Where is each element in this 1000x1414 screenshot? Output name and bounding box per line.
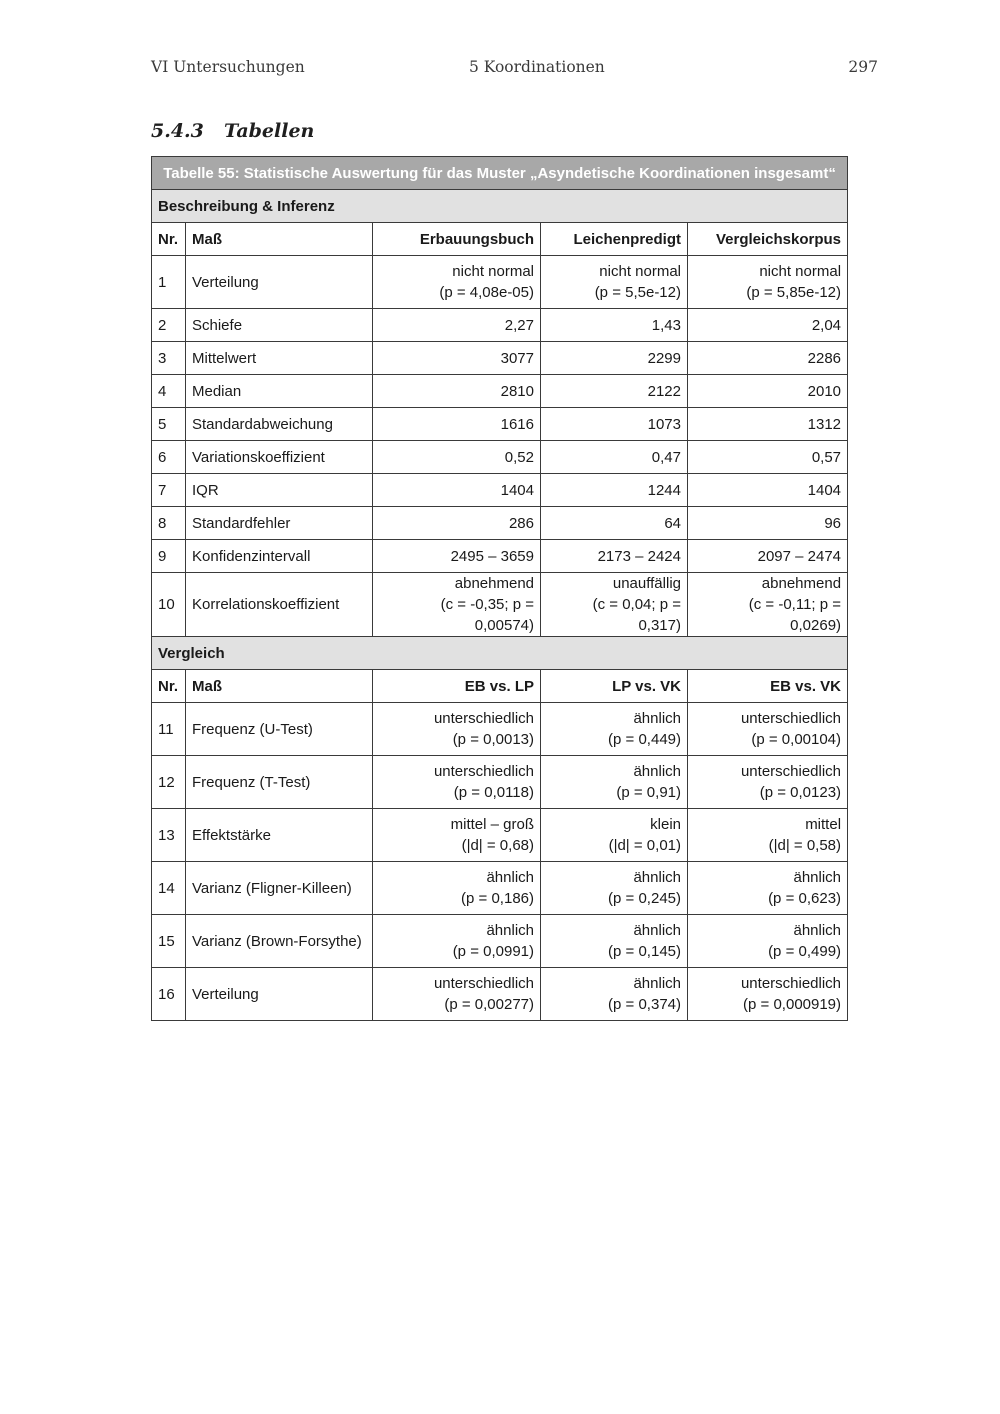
row-number: 14 [152, 862, 186, 915]
value-cell [373, 375, 541, 408]
group-title: Beschreibung & Inferenz [152, 190, 848, 223]
value-cell [541, 703, 688, 756]
table-caption: Tabelle 55: Statistische Auswertung für das Muster „Asyndetische Koordinationen insgesamt“ [152, 157, 848, 190]
value-main: 0,52 [504, 448, 534, 466]
value-cell [373, 408, 541, 441]
table-row [152, 703, 848, 756]
value-detail: (p = 0,499) [768, 943, 842, 960]
measure-name: Mittelwert [186, 342, 373, 375]
value-cell [541, 256, 688, 309]
row-number: 5 [152, 408, 186, 441]
value-main: 2,27 [504, 316, 534, 334]
column-header: Nr. [152, 223, 186, 256]
value-cell [688, 573, 848, 637]
group-title-row [152, 190, 848, 223]
measure-name: Varianz (Brown-Forsythe) [186, 915, 373, 968]
value-detail: (c = -0,35; p = 0,00574) [440, 596, 534, 634]
value-cell [688, 256, 848, 309]
value-detail: (p = 5,85e-12) [746, 284, 842, 301]
table-caption-row [152, 157, 848, 190]
value-cell [688, 342, 848, 375]
value-main: unterschiedlich [433, 763, 534, 780]
value-cell [541, 968, 688, 1021]
table-row [152, 256, 848, 309]
measure-name: Effektstärke [186, 809, 373, 862]
value-detail: (p = 0,91) [616, 784, 681, 801]
section-title: Tabellen [224, 120, 315, 142]
value-cell [373, 256, 541, 309]
column-header: Maß [186, 223, 373, 256]
value-detail: (p = 0,000919) [743, 996, 842, 1013]
row-number: 4 [152, 375, 186, 408]
column-header: Maß [186, 670, 373, 703]
value-detail: (p = 0,0123) [759, 784, 842, 801]
measure-name: Schiefe [186, 309, 373, 342]
measure-name: Standardabweichung [186, 408, 373, 441]
value-main: 2810 [500, 382, 534, 400]
table-row [152, 408, 848, 441]
value-cell [373, 968, 541, 1021]
value-main: unauffällig [612, 575, 681, 592]
value-cell [373, 573, 541, 637]
table-row [152, 968, 848, 1021]
table-row [152, 915, 848, 968]
value-cell [688, 540, 848, 573]
value-cell [373, 809, 541, 862]
value-main: 0,57 [811, 448, 842, 466]
value-detail: (|d| = 0,01) [608, 837, 681, 854]
table-row [152, 441, 848, 474]
value-main: ähnlich [633, 763, 681, 780]
value-cell [688, 968, 848, 1021]
value-cell [373, 915, 541, 968]
value-cell [373, 756, 541, 809]
value-cell [373, 540, 541, 573]
value-cell [373, 342, 541, 375]
value-main: 2097 – 2474 [757, 547, 842, 565]
value-main: 1,43 [651, 316, 681, 334]
table-row [152, 540, 848, 573]
value-main: abnehmend [454, 575, 534, 592]
row-number: 1 [152, 256, 186, 309]
measure-name: IQR [186, 474, 373, 507]
value-detail: (c = -0,11; p = 0,0269) [748, 596, 842, 634]
value-cell [688, 862, 848, 915]
value-cell [688, 474, 848, 507]
table-row [152, 375, 848, 408]
value-cell [373, 441, 541, 474]
column-header-row [152, 223, 848, 256]
value-cell [688, 809, 848, 862]
column-header: Leichenpredigt [541, 223, 688, 256]
value-main: unterschiedlich [740, 710, 842, 727]
value-cell [688, 703, 848, 756]
value-cell [541, 342, 688, 375]
table-row [152, 862, 848, 915]
value-cell [541, 375, 688, 408]
value-main: 2299 [647, 349, 681, 367]
value-detail: (p = 0,0991) [452, 943, 534, 960]
column-header: Vergleichskorpus [688, 223, 848, 256]
value-detail: (p = 0,245) [608, 890, 681, 907]
measure-name: Korrelationskoeffizient [186, 573, 373, 637]
table-row [152, 573, 848, 637]
value-cell [688, 408, 848, 441]
value-detail: (p = 0,449) [608, 731, 681, 748]
table-row [152, 809, 848, 862]
value-main: ähnlich [486, 869, 534, 886]
measure-name: Konfidenzintervall [186, 540, 373, 573]
value-main: ähnlich [633, 710, 681, 727]
table-row [152, 474, 848, 507]
value-detail: (p = 0,0013) [452, 731, 534, 748]
value-cell [373, 507, 541, 540]
value-main: 96 [824, 514, 842, 532]
running-head-section: 5 Koordinationen [469, 58, 605, 76]
group-title-row [152, 637, 848, 670]
value-main: 2495 – 3659 [450, 547, 534, 565]
value-cell [541, 540, 688, 573]
measure-name: Verteilung [186, 256, 373, 309]
value-cell [373, 862, 541, 915]
value-main: unterschiedlich [433, 975, 534, 992]
measure-name: Median [186, 375, 373, 408]
value-detail: (p = 0,186) [461, 890, 534, 907]
measure-name: Frequenz (T-Test) [186, 756, 373, 809]
measure-name: Variationskoeffizient [186, 441, 373, 474]
measure-name: Frequenz (U-Test) [186, 703, 373, 756]
value-main: klein [650, 816, 681, 833]
value-cell [541, 915, 688, 968]
measure-name: Varianz (Fligner-Killeen) [186, 862, 373, 915]
value-cell [541, 507, 688, 540]
value-main: ähnlich [486, 922, 534, 939]
value-cell [688, 915, 848, 968]
value-main: 2286 [807, 349, 842, 367]
column-header: LP vs. VK [541, 670, 688, 703]
value-cell [688, 375, 848, 408]
value-main: unterschiedlich [433, 710, 534, 727]
value-main: 2,04 [811, 316, 842, 334]
table-row [152, 309, 848, 342]
value-main: nicht normal [759, 263, 842, 280]
value-cell [373, 309, 541, 342]
value-cell [688, 507, 848, 540]
row-number: 7 [152, 474, 186, 507]
value-main: abnehmend [761, 575, 842, 592]
value-main: 1404 [500, 481, 534, 499]
column-header: Nr. [152, 670, 186, 703]
row-number: 16 [152, 968, 186, 1021]
value-cell [541, 756, 688, 809]
value-cell [541, 809, 688, 862]
value-main: 2122 [647, 382, 681, 400]
value-detail: (p = 0,374) [608, 996, 681, 1013]
value-detail: (p = 0,00104) [751, 731, 842, 748]
column-header: Erbauungsbuch [373, 223, 541, 256]
row-number: 13 [152, 809, 186, 862]
group-title: Vergleich [152, 637, 848, 670]
value-main: 1244 [647, 481, 681, 499]
value-detail: (|d| = 0,68) [461, 837, 534, 854]
value-detail: (p = 0,00277) [444, 996, 534, 1013]
value-main: 3077 [500, 349, 534, 367]
running-head-chapter: VI Untersuchungen [151, 58, 305, 76]
value-main: ähnlich [633, 869, 681, 886]
value-cell [688, 441, 848, 474]
value-cell [541, 309, 688, 342]
section-number: 5.4.3 [151, 120, 204, 142]
row-number: 12 [152, 756, 186, 809]
column-header: EB vs. LP [373, 670, 541, 703]
page-number: 297 [848, 58, 878, 76]
value-main: ähnlich [793, 922, 842, 939]
row-number: 10 [152, 573, 186, 637]
statistics-table [151, 156, 848, 1021]
value-cell [541, 862, 688, 915]
value-main: ähnlich [633, 922, 681, 939]
value-main: 2173 – 2424 [597, 547, 681, 565]
section-heading [151, 120, 314, 146]
value-main: unterschiedlich [740, 763, 842, 780]
value-main: nicht normal [452, 263, 534, 280]
value-main: nicht normal [599, 263, 681, 280]
value-main: 1073 [647, 415, 681, 433]
value-main: 64 [664, 514, 681, 532]
row-number: 15 [152, 915, 186, 968]
table-row [152, 507, 848, 540]
measure-name: Verteilung [186, 968, 373, 1021]
value-detail: (c = 0,04; p = 0,317) [592, 596, 681, 634]
row-number: 3 [152, 342, 186, 375]
value-cell [541, 441, 688, 474]
value-detail: (p = 0,145) [608, 943, 681, 960]
measure-name: Standardfehler [186, 507, 373, 540]
value-main: 1616 [500, 415, 534, 433]
table-row [152, 756, 848, 809]
value-main: 0,47 [651, 448, 681, 466]
value-main: 1312 [807, 415, 842, 433]
value-main: mittel [805, 816, 842, 833]
row-number: 9 [152, 540, 186, 573]
value-main: unterschiedlich [740, 975, 842, 992]
value-cell [541, 474, 688, 507]
value-detail: (p = 0,0118) [453, 784, 534, 801]
value-main: mittel – groß [450, 816, 534, 833]
row-number: 6 [152, 441, 186, 474]
column-header-row [152, 670, 848, 703]
value-cell [373, 474, 541, 507]
value-main: 1404 [807, 481, 842, 499]
value-main: 286 [508, 514, 534, 532]
value-cell [688, 309, 848, 342]
value-detail: (p = 4,08e-05) [439, 284, 534, 301]
value-detail: (|d| = 0,58) [768, 837, 842, 854]
row-number: 11 [152, 703, 186, 756]
value-main: 2010 [807, 382, 842, 400]
value-cell [541, 573, 688, 637]
row-number: 8 [152, 507, 186, 540]
value-main: ähnlich [633, 975, 681, 992]
value-cell [688, 756, 848, 809]
value-cell [373, 703, 541, 756]
running-head [151, 58, 878, 82]
value-cell [541, 408, 688, 441]
row-number: 2 [152, 309, 186, 342]
value-detail: (p = 0,623) [768, 890, 842, 907]
value-detail: (p = 5,5e-12) [594, 284, 681, 301]
table-row [152, 342, 848, 375]
value-main: ähnlich [793, 869, 842, 886]
column-header: EB vs. VK [688, 670, 848, 703]
